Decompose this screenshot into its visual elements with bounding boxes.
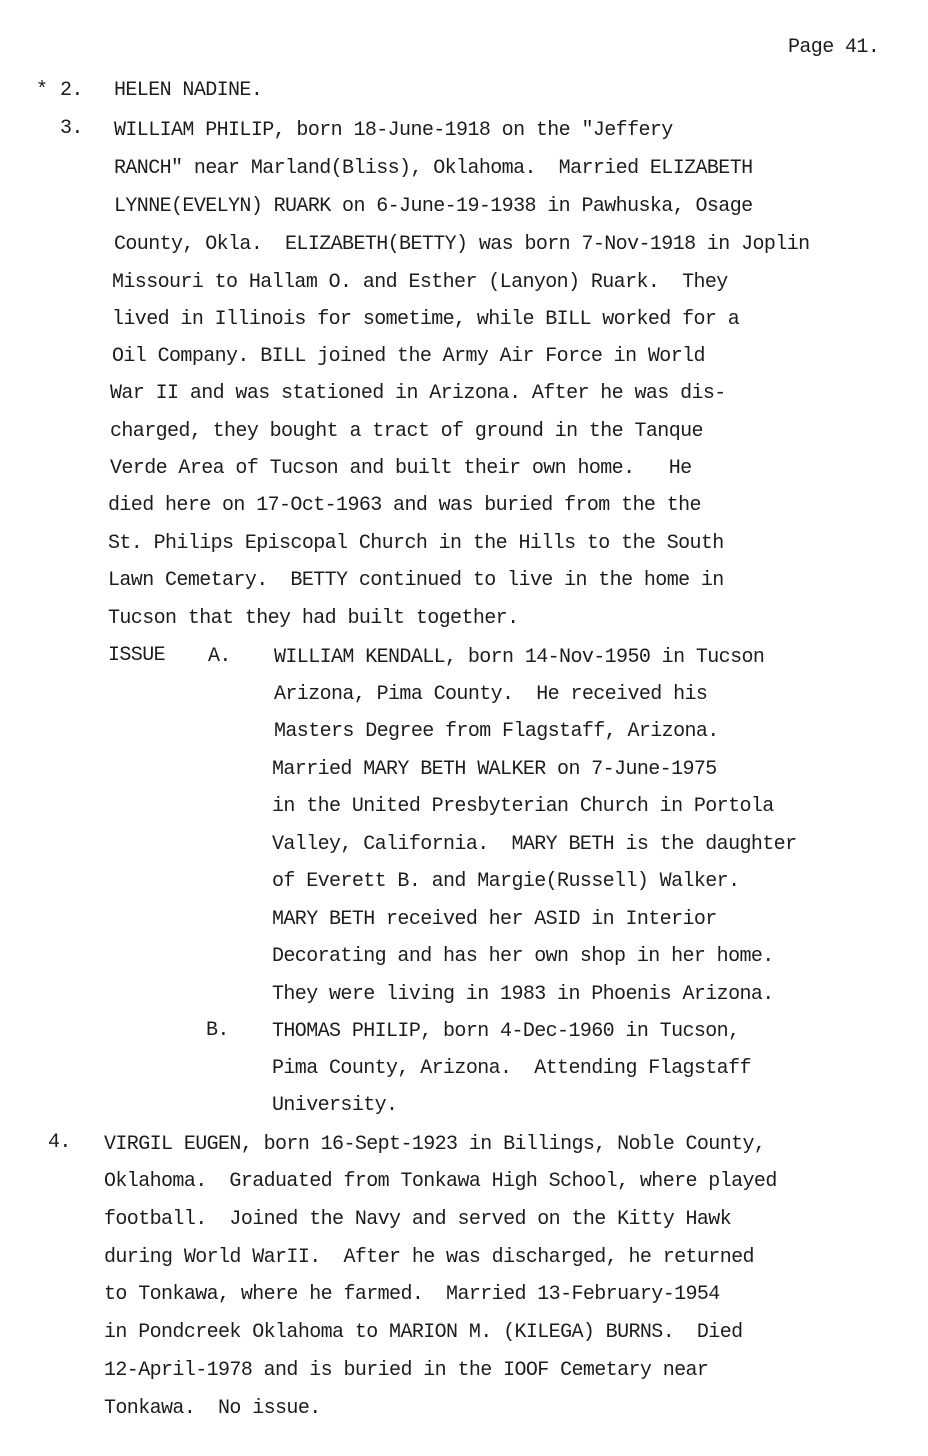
text-line: LYNNE(EVELYN) RUARK on 6-June-19-1938 in Pawhuska, Osage <box>114 195 753 218</box>
text-line: Valley, California. MARY BETH is the daughter <box>272 833 797 856</box>
text-line: Tonkawa. No issue. <box>104 1397 321 1420</box>
entry-2-number: 2. <box>60 79 83 102</box>
text-line: Arizona, Pima County. He received his <box>274 683 708 706</box>
text-line: WILLIAM PHILIP, born 18-June-1918 on the "Jeffery <box>114 119 673 142</box>
text-line: Pima County, Arizona. Attending Flagstaff <box>272 1057 751 1080</box>
text-line: WILLIAM KENDALL, born 14-Nov-1950 in Tucson <box>274 646 765 669</box>
issue-b-letter: B. <box>206 1019 229 1042</box>
page-number: Page 41. <box>788 36 880 59</box>
text-line: Missouri to Hallam O. and Esther (Lanyon) Ruark. They <box>112 271 728 294</box>
text-line: 12-April-1978 and is buried in the IOOF Cemetary near <box>104 1359 709 1382</box>
text-line: Oklahoma. Graduated from Tonkawa High School, where played <box>104 1170 777 1193</box>
text-line: THOMAS PHILIP, born 4-Dec-1960 in Tucson, <box>272 1020 740 1043</box>
issue-a-letter: A. <box>208 645 231 668</box>
text-line: MARY BETH received her ASID in Interior <box>272 908 717 931</box>
text-line: lived in Illinois for sometime, while BILL worked for a <box>112 308 740 331</box>
entry-2-name: HELEN NADINE. <box>114 79 263 102</box>
text-line: Tucson that they had built together. <box>108 607 519 630</box>
issue-label: ISSUE <box>108 644 166 667</box>
entry-3-number: 3. <box>60 117 83 140</box>
text-line: Oil Company. BILL joined the Army Air Force in World <box>112 345 705 368</box>
text-line: They were living in 1983 in Phoenis Arizona. <box>272 983 774 1006</box>
text-line: RANCH" near Marland(Bliss), Oklahoma. Married ELIZABETH <box>114 157 753 180</box>
text-line: died here on 17-Oct-1963 and was buried from the the <box>108 494 701 517</box>
text-line: Masters Degree from Flagstaff, Arizona. <box>274 720 719 743</box>
text-line: charged, they bought a tract of ground in the Tanque <box>110 420 703 443</box>
text-line: to Tonkawa, where he farmed. Married 13-February-1954 <box>104 1283 720 1306</box>
text-line: football. Joined the Navy and served on the Kitty Hawk <box>104 1208 732 1231</box>
text-line: during World WarII. After he was discharged, he returned <box>104 1246 754 1269</box>
text-line: Lawn Cemetary. BETTY continued to live in the home in <box>108 569 724 592</box>
text-line: of Everett B. and Margie(Russell) Walker. <box>272 870 740 893</box>
entry-2-star-marker: * <box>36 79 48 102</box>
text-line: in the United Presbyterian Church in Portola <box>272 795 774 818</box>
text-line: Decorating and has her own shop in her home. <box>272 945 774 968</box>
text-line: County, Okla. ELIZABETH(BETTY) was born 7-Nov-1918 in Joplin <box>114 233 810 256</box>
text-line: in Pondcreek Oklahoma to MARION M. (KILEGA) BURNS. Died <box>104 1321 743 1344</box>
text-line: Married MARY BETH WALKER on 7-June-1975 <box>272 758 717 781</box>
text-line: War II and was stationed in Arizona. After he was dis- <box>110 382 726 405</box>
text-line: Verde Area of Tucson and built their own home. He <box>110 457 692 480</box>
text-line: University. <box>272 1094 398 1117</box>
text-line: St. Philips Episcopal Church in the Hills to the South <box>108 532 724 555</box>
entry-4-number: 4. <box>48 1131 71 1154</box>
text-line: VIRGIL EUGEN, born 16-Sept-1923 in Billings, Noble County, <box>104 1133 766 1156</box>
